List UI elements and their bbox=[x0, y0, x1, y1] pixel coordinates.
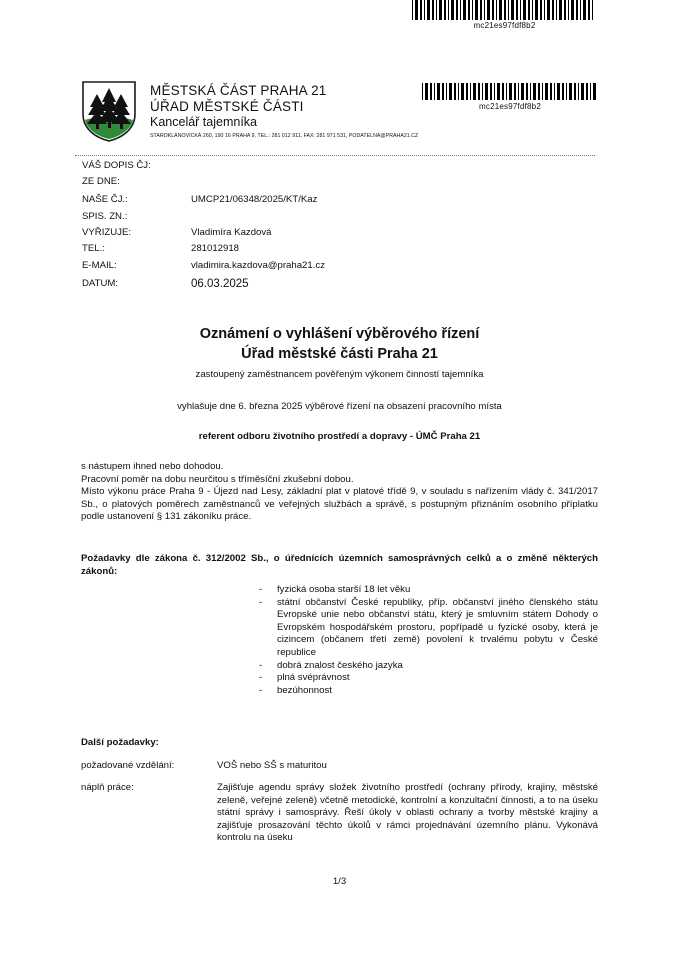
meta-row bbox=[82, 160, 482, 173]
education-label: požadované vzdělání: bbox=[81, 760, 175, 771]
barcode-bar bbox=[460, 0, 461, 20]
barcode-bar bbox=[463, 0, 466, 20]
barcode-bar bbox=[499, 0, 502, 20]
barcode-bar bbox=[496, 0, 497, 20]
barcode-bar bbox=[420, 0, 422, 20]
barcode-bar bbox=[559, 0, 562, 20]
barcode-bar bbox=[485, 83, 488, 100]
barcode-bar bbox=[484, 0, 485, 20]
barcode-bar bbox=[552, 0, 554, 20]
barcode-bar bbox=[442, 83, 444, 100]
barcode-bar bbox=[532, 0, 533, 20]
header-separator bbox=[75, 155, 595, 156]
org-department: Kancelář tajemníka bbox=[150, 115, 258, 129]
barcode-bar bbox=[542, 83, 543, 100]
org-office: ÚŘAD MĚSTSKÉ ČÁSTI bbox=[150, 99, 304, 114]
barcode-bar bbox=[451, 0, 454, 20]
barcode-bar bbox=[448, 0, 449, 20]
barcode-bar bbox=[588, 0, 590, 20]
barcode-bar bbox=[571, 0, 574, 20]
barcode-bar bbox=[526, 83, 528, 100]
barcode-bar bbox=[509, 83, 512, 100]
barcode-bar bbox=[547, 0, 550, 20]
education-value: VOŠ nebo SŠ s maturitou bbox=[217, 760, 327, 771]
barcode-bar bbox=[518, 83, 519, 100]
barcode-bar bbox=[578, 83, 579, 100]
barcode-bar bbox=[424, 0, 425, 20]
barcode-bar bbox=[458, 83, 459, 100]
meta-label: NAŠE ČJ.: bbox=[82, 194, 128, 205]
barcode-bar bbox=[568, 0, 569, 20]
meta-label: DATUM: bbox=[82, 278, 119, 289]
barcode-bar bbox=[592, 0, 593, 20]
meta-value: UMCP21/06348/2025/KT/Kaz bbox=[191, 194, 318, 205]
list-item: - bezúhonnost bbox=[259, 685, 598, 698]
org-name: MĚSTSKÁ ČÁST PRAHA 21 bbox=[150, 83, 327, 98]
intro-line: Pracovní poměr na dobu neurčitou s tříměsíční zkušební dobou. bbox=[81, 473, 354, 485]
meta-label: ZE DNE: bbox=[82, 176, 120, 187]
barcode-bar bbox=[422, 83, 423, 100]
meta-label: SPIS. ZN.: bbox=[82, 211, 128, 222]
law-requirements-heading: Požadavky dle zákona č. 312/2002 Sb., o úřednících územních samosprávných celků a o změně některých zákonů: bbox=[81, 553, 598, 577]
barcode-bar bbox=[446, 83, 447, 100]
barcode-bar bbox=[557, 83, 560, 100]
barcode-bar bbox=[540, 0, 542, 20]
barcode-bar bbox=[580, 0, 581, 20]
barcode-bar bbox=[562, 83, 564, 100]
barcode-bar bbox=[482, 83, 483, 100]
barcode-bar bbox=[520, 0, 521, 20]
barcode-bar bbox=[569, 83, 572, 100]
barcode-bar bbox=[456, 0, 458, 20]
represented-by: zastoupený zaměstnancem pověřeným výkonem činností tajemníka bbox=[195, 369, 484, 380]
barcode-bar bbox=[554, 83, 555, 100]
meta-value: 06.03.2025 bbox=[191, 278, 249, 290]
tree-logo-icon bbox=[81, 80, 137, 142]
barcode-bar bbox=[475, 0, 478, 20]
barcode-bar bbox=[593, 83, 596, 100]
barcode-bar bbox=[412, 0, 413, 20]
barcode-bar bbox=[470, 83, 471, 100]
barcode-bar bbox=[523, 0, 526, 20]
barcode-bar bbox=[564, 0, 566, 20]
barcode-bar bbox=[494, 83, 495, 100]
barcode-bar bbox=[506, 83, 507, 100]
barcode-bar bbox=[556, 0, 557, 20]
barcode-bar bbox=[528, 0, 530, 20]
further-requirements-heading: Další požadavky: bbox=[81, 737, 159, 748]
barcode-bar bbox=[461, 83, 464, 100]
barcode-bar bbox=[439, 0, 442, 20]
page-number: 1/3 bbox=[332, 876, 347, 887]
barcode-bar bbox=[490, 83, 492, 100]
barcode-bar bbox=[492, 0, 494, 20]
barcode-bar bbox=[454, 83, 456, 100]
meta-row bbox=[82, 243, 482, 256]
intro-line: Místo výkonu práce Praha 9 - Újezd nad Lesy, základní plat v platové třídě 9, v souladu s nařízením vlády č. 341/2017 Sb., o platových poměrech zaměstnanců ve veřejných službách a správě, s postupným přiznáním osobního příplatku podle ustanovení § 131 zákoníku práce. bbox=[81, 486, 598, 523]
barcode-bar bbox=[478, 83, 480, 100]
barcode-bar bbox=[514, 83, 516, 100]
header-barcode-text: mc21es97fdf8b2 bbox=[479, 102, 541, 111]
barcode-bar bbox=[545, 83, 548, 100]
meta-label: VÁŠ DOPIS ČJ: bbox=[82, 160, 151, 171]
top-barcode-text: mc21es97fdf8b2 bbox=[473, 21, 536, 30]
duties-label: náplň práce: bbox=[81, 782, 134, 793]
intro-text bbox=[81, 461, 598, 524]
barcode-bar bbox=[436, 0, 437, 20]
top-barcode bbox=[412, 0, 597, 20]
barcode-bar bbox=[473, 83, 476, 100]
barcode-bar bbox=[449, 83, 452, 100]
barcode-bar bbox=[480, 0, 482, 20]
list-item: - státní občanství České republiky, příp. občanství jiného členského státu Evropské unie nebo občanství státu, který je smluvním státem Dohody o Evropském hospodářském prostoru, popřípadě u fyzické osoby, která je cizincem (občanem třetí země) povolení k trvalému pobytu v České republice bbox=[259, 597, 598, 660]
barcode-bar bbox=[466, 83, 468, 100]
barcode-bar bbox=[508, 0, 509, 20]
list-item: - fyzická osoba starší 18 let věku bbox=[259, 584, 598, 597]
barcode-bar bbox=[533, 83, 536, 100]
barcode-bar bbox=[544, 0, 545, 20]
list-item: - plná svéprávnost bbox=[259, 672, 598, 685]
barcode-bar bbox=[574, 83, 576, 100]
intro-line: s nástupem ihned nebo dohodou. bbox=[81, 461, 224, 472]
law-requirements-list bbox=[259, 584, 598, 697]
barcode-bar bbox=[550, 83, 552, 100]
meta-value: vladimira.kazdova@praha21.cz bbox=[191, 260, 325, 271]
barcode-bar bbox=[535, 0, 538, 20]
list-item: - dobrá znalost českého jazyka bbox=[259, 660, 598, 673]
barcode-bar bbox=[521, 83, 524, 100]
barcode-bar bbox=[487, 0, 490, 20]
meta-label: VYŘIZUJE: bbox=[82, 227, 132, 238]
barcode-bar bbox=[566, 83, 567, 100]
meta-label: TEL.: bbox=[82, 243, 105, 254]
duties-value: Zajišťuje agendu správy složek životního prostředí (ochrany přírody, krajiny, městské zeleně, veřejné zeleně) včetně metodické, kontrolní a konzultační činnosti, a to na úseku státní správy i samosprávy. Řeší úkoly v oblasti ochrany a tvorby městské krajiny a zajišťuje prosazování těchto úkolů v rámci projednávání územního plánu. Vykonává kontrolu na úseku bbox=[217, 782, 598, 844]
barcode-bar bbox=[530, 83, 531, 100]
barcode-bar bbox=[415, 0, 418, 20]
announcement-line: vyhlašuje dne 6. března 2025 výběrové řízení na obsazení pracovního místa bbox=[177, 401, 502, 412]
meta-row bbox=[82, 194, 482, 207]
document-title: Oznámení o vyhlášení výběrového řízení bbox=[199, 326, 480, 342]
meta-row bbox=[82, 211, 482, 224]
barcode-bar bbox=[504, 0, 506, 20]
barcode-bar bbox=[590, 83, 591, 100]
meta-row bbox=[82, 176, 482, 189]
barcode-bar bbox=[444, 0, 446, 20]
meta-value: 281012918 bbox=[191, 243, 240, 254]
meta-label: E-MAIL: bbox=[82, 260, 117, 271]
barcode-bar bbox=[538, 83, 540, 100]
barcode-bar bbox=[437, 83, 440, 100]
barcode-bar bbox=[468, 0, 470, 20]
meta-row bbox=[82, 227, 482, 240]
barcode-bar bbox=[425, 83, 428, 100]
org-address: STAROKLÁNOVICKÁ 260, 190 16 PRAHA 9, TEL.: 281 012 911, FAX: 281 971 531, PODATELNA@PRAHA21.CZ bbox=[150, 133, 419, 139]
position-name: referent odboru životního prostředí a dopravy - ÚMČ Praha 21 bbox=[198, 431, 481, 442]
barcode-bar bbox=[502, 83, 504, 100]
barcode-bar bbox=[516, 0, 518, 20]
barcode-bar bbox=[472, 0, 473, 20]
document-subtitle-org: Úřad městské části Praha 21 bbox=[241, 346, 438, 362]
barcode-bar bbox=[581, 83, 584, 100]
barcode-bar bbox=[586, 83, 588, 100]
header-barcode bbox=[422, 83, 598, 100]
barcode-bar bbox=[583, 0, 586, 20]
barcode-bar bbox=[511, 0, 514, 20]
meta-row bbox=[82, 260, 482, 273]
barcode-bar bbox=[497, 83, 500, 100]
meta-value: Vladimíra Kazdová bbox=[191, 227, 272, 238]
barcode-bar bbox=[427, 0, 430, 20]
barcode-bar bbox=[434, 83, 435, 100]
meta-row bbox=[82, 278, 482, 291]
barcode-bar bbox=[430, 83, 432, 100]
barcode-bar bbox=[432, 0, 434, 20]
barcode-bar bbox=[576, 0, 578, 20]
